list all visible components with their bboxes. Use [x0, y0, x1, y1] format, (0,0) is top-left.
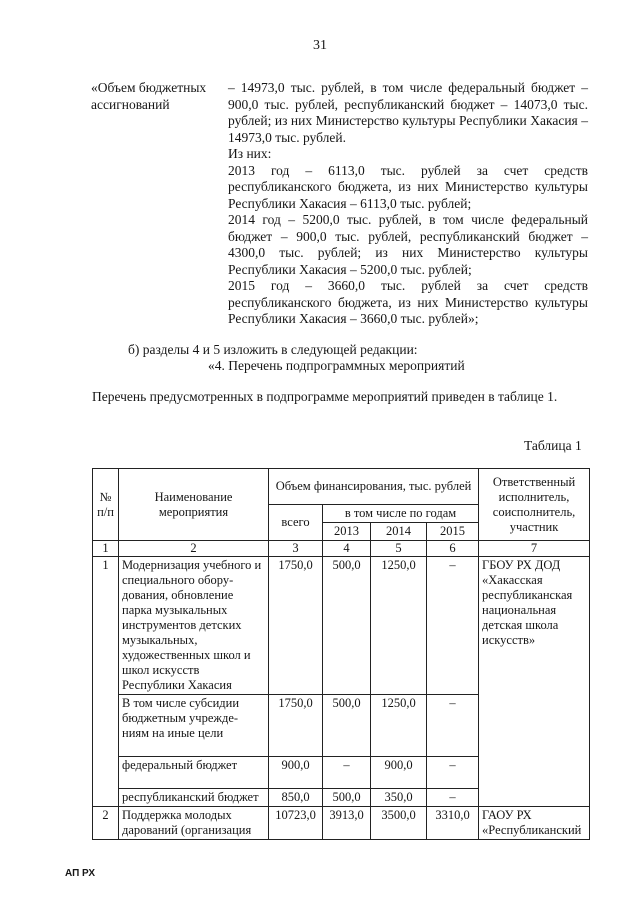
header-by-years: в том числе по годам	[323, 505, 479, 523]
row-2015: 3310,0	[427, 807, 479, 840]
budget-paragraph: 2013 год – 6113,0 тыс. рублей за счет средств республиканского бюджета, из них Министерство культуры Республики Хакасия – 6113,0 тыс. рублей;	[228, 162, 588, 211]
column-number: 3	[269, 541, 323, 557]
header-financing: Объем финансирования, тыс. рублей	[269, 469, 479, 505]
column-number: 2	[119, 541, 269, 557]
row-name: В том числе субсидии бюджетным учрежде-ниям на иные цели	[119, 695, 269, 757]
row-2014: 1250,0	[371, 557, 427, 695]
row-2013: 500,0	[323, 557, 371, 695]
row-2014: 1250,0	[371, 695, 427, 757]
header-name: Наименование мероприятия	[119, 469, 269, 541]
budget-paragraph: – 14973,0 тыс. рублей, в том числе федеральный бюджет – 900,0 тыс. рублей, республиканский бюджет – 14073,0 тыс. рублей; из них Министерство культуры Республики Хакасия – 14973,0 тыс. рублей.	[228, 80, 588, 145]
column-number: 4	[323, 541, 371, 557]
budget-paragraph: Из них:	[228, 146, 272, 161]
intro-paragraph: Перечень предусмотренных в подпрограмме мероприятий приведен в таблице 1.	[92, 389, 558, 404]
budget-paragraph: 2014 год – 5200,0 тыс. рублей, в том числе федеральный бюджет – 900,0 тыс. рублей, республиканский бюджет – 4300,0 тыс. рублей; из них Министерство культуры Республики Хакасия – 5200,0 тыс. рублей;	[228, 212, 588, 277]
row-num: 1	[93, 557, 119, 807]
row-2013: –	[323, 757, 371, 789]
row-2013: 500,0	[323, 695, 371, 757]
column-numbers-row	[93, 541, 590, 557]
table-label: Таблица 1	[524, 438, 582, 453]
column-number: 7	[479, 541, 590, 557]
row-responsible: ГАОУ РХ «Республиканский	[479, 807, 590, 840]
row-2014: 3500,0	[371, 807, 427, 840]
budget-label: «Объем бюджетных ассигнований	[91, 80, 207, 112]
header-year-2013: 2013	[323, 523, 371, 541]
header-responsible: Ответственный исполнитель, соисполнитель, участник	[479, 469, 590, 541]
row-2015: –	[427, 557, 479, 695]
row-name: Модернизация учебного и специального обору-дования, обновление парка музыкальных инструментов детских музыкальных, художественных школ и школ искусств Республики Хакасия	[119, 557, 269, 695]
footer-mark: АП РХ	[65, 868, 96, 879]
header-total: всего	[269, 505, 323, 541]
row-2015: –	[427, 789, 479, 807]
row-name: федеральный бюджет	[119, 757, 269, 789]
budget-text	[228, 80, 588, 328]
row-total: 1750,0	[269, 557, 323, 695]
column-number: 5	[371, 541, 427, 557]
row-name: республиканский бюджет	[119, 789, 269, 807]
row-2013: 3913,0	[323, 807, 371, 840]
row-num: 2	[93, 807, 119, 840]
table-row	[93, 807, 590, 840]
row-total: 1750,0	[269, 695, 323, 757]
table-row	[93, 557, 590, 695]
column-number: 1	[93, 541, 119, 557]
row-total: 900,0	[269, 757, 323, 789]
row-2014: 350,0	[371, 789, 427, 807]
row-2015: –	[427, 757, 479, 789]
row-responsible: ГБОУ РХ ДОД «Хакасская республиканская национальная детская школа искусств»	[479, 557, 590, 807]
section-title: «4. Перечень подпрограммных мероприятий	[208, 358, 465, 373]
page-number: 31	[313, 38, 327, 53]
paragraph-b: б) разделы 4 и 5 изложить в следующей редакции:	[128, 342, 418, 357]
measures-table	[92, 468, 590, 840]
row-total: 10723,0	[269, 807, 323, 840]
header-year-2015: 2015	[427, 523, 479, 541]
column-number: 6	[427, 541, 479, 557]
row-2013: 500,0	[323, 789, 371, 807]
header-year-2014: 2014	[371, 523, 427, 541]
header-num: № п/п	[93, 469, 119, 541]
row-2014: 900,0	[371, 757, 427, 789]
row-2015: –	[427, 695, 479, 757]
budget-paragraph: 2015 год – 3660,0 тыс. рублей за счет средств республиканского бюджета, из них Министерство культуры Республики Хакасия – 3660,0 тыс. рублей»;	[228, 278, 588, 326]
row-name: Поддержка молодых дарований (организация	[119, 807, 269, 840]
row-total: 850,0	[269, 789, 323, 807]
